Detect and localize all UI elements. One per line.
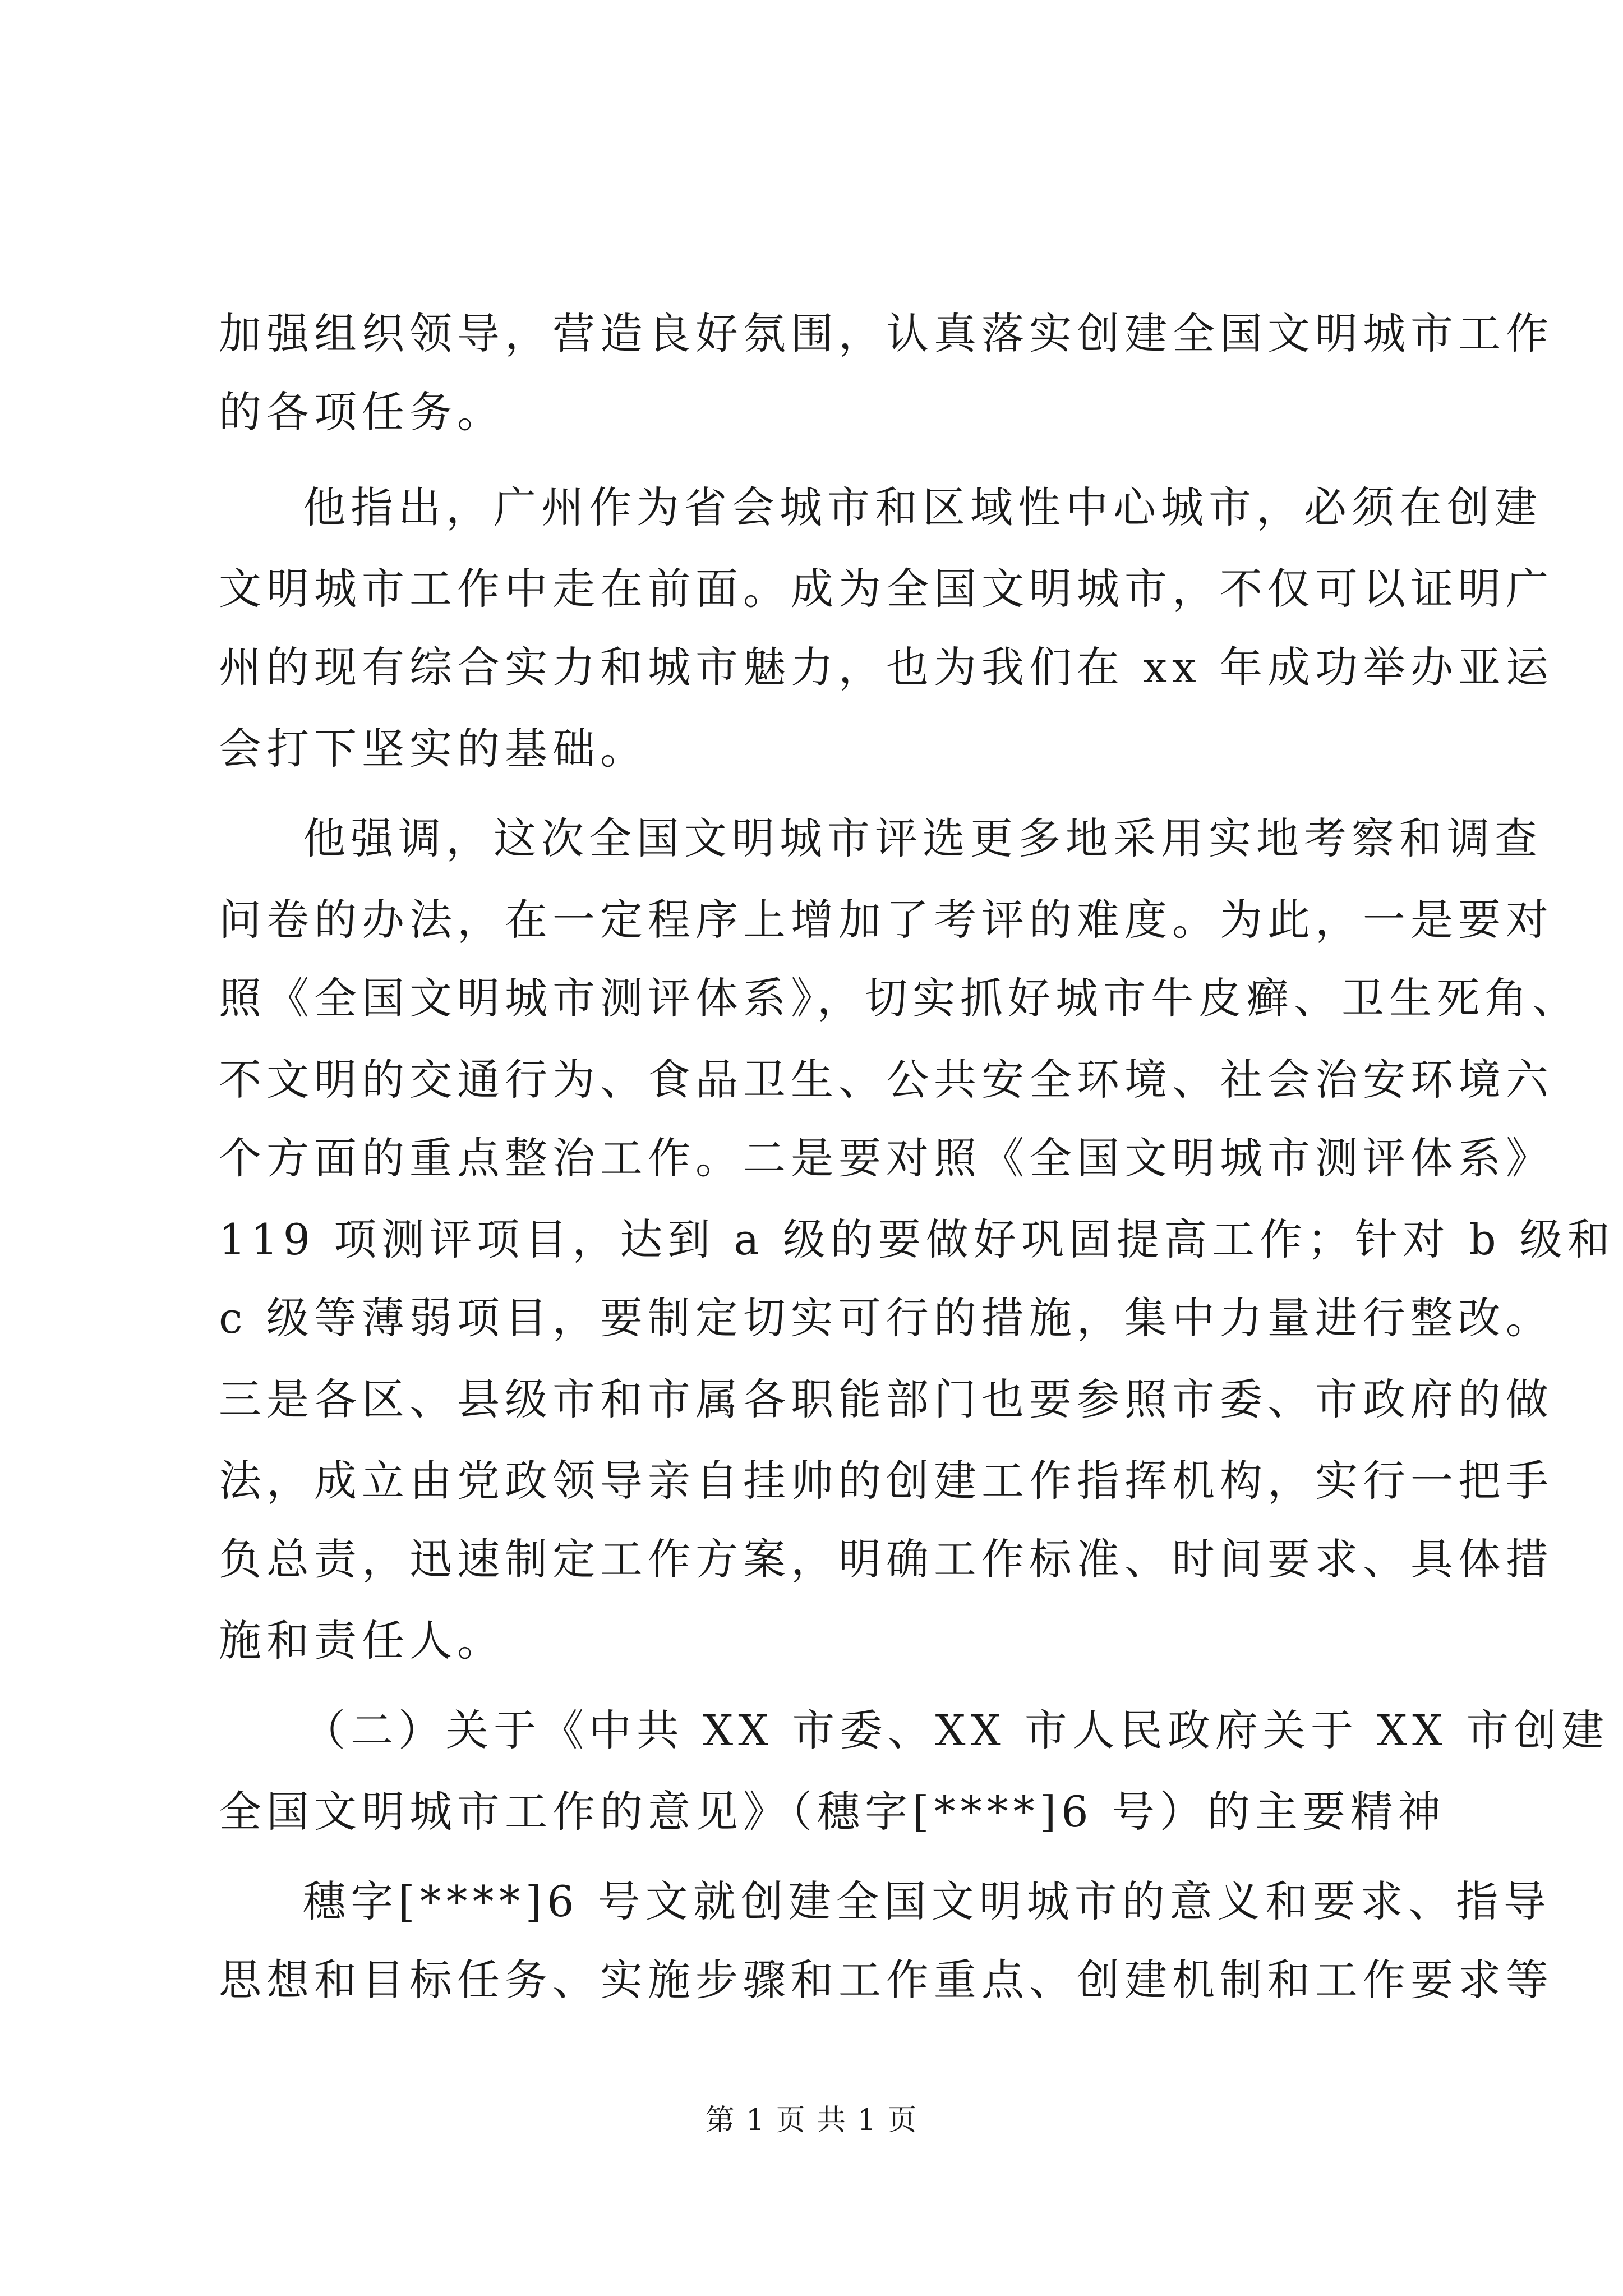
text-line: 州的现有综合实力和城市魅力，也为我们在 xx 年成功举办亚运	[219, 642, 1554, 692]
page-number-footer: 第 1 页 共 1 页	[705, 2104, 918, 2137]
text-line: 文明城市工作中走在前面。成为全国文明城市，不仅可以证明广	[219, 564, 1553, 614]
text-line: 他强调，这次全国文明城市评选更多地采用实地考察和调查	[303, 813, 1542, 863]
section-heading-line: 全国文明城市工作的意见》（穗字[****]6 号）的主要精神	[219, 1787, 1446, 1837]
text-line: 三是各区、县级市和市属各职能部门也要参照市委、市政府的做	[219, 1374, 1553, 1424]
text-line: c 级等薄弱项目，要制定切实可行的措施，集中力量进行整改。	[219, 1293, 1553, 1343]
section-heading-line: （二）关于《中共 XX 市委、XX 市人民政府关于 XX 市创建	[303, 1705, 1610, 1755]
text-line: 问卷的办法，在一定程序上增加了考评的难度。为此，一是要对	[219, 895, 1553, 945]
text-line: 穗字[****]6 号文就创建全国文明城市的意义和要求、指导	[303, 1876, 1551, 1926]
text-line: 法，成立由党政领导亲自挂帅的创建工作指挥机构，实行一把手	[219, 1456, 1553, 1506]
text-line: 思想和目标任务、实施步骤和工作重点、创建机制和工作要求等	[219, 1955, 1553, 2005]
text-line: 加强组织领导，营造良好氛围，认真落实创建全国文明城市工作	[219, 309, 1553, 358]
text-line: 个方面的重点整治工作。二是要对照《全国文明城市测评体系》	[219, 1133, 1553, 1183]
text-line: 的各项任务。	[219, 387, 505, 437]
text-line: 他指出，广州作为省会城市和区域性中心城市，必须在创建	[303, 482, 1542, 532]
text-line: 会打下坚实的基础。	[219, 724, 648, 774]
text-line: 不文明的交通行为、食品卫生、公共安全环境、社会治安环境六	[219, 1055, 1553, 1105]
text-line: 施和责任人。	[219, 1616, 505, 1665]
text-line: 负总责，迅速制定工作方案，明确工作标准、时间要求、具体措	[219, 1534, 1553, 1584]
text-line: 119 项测评项目，达到 a 级的要做好巩固提高工作；针对 b 级和	[219, 1214, 1615, 1264]
text-line: 照《全国文明城市测评体系》，切实抓好城市牛皮癣、卫生死角、	[219, 973, 1580, 1023]
